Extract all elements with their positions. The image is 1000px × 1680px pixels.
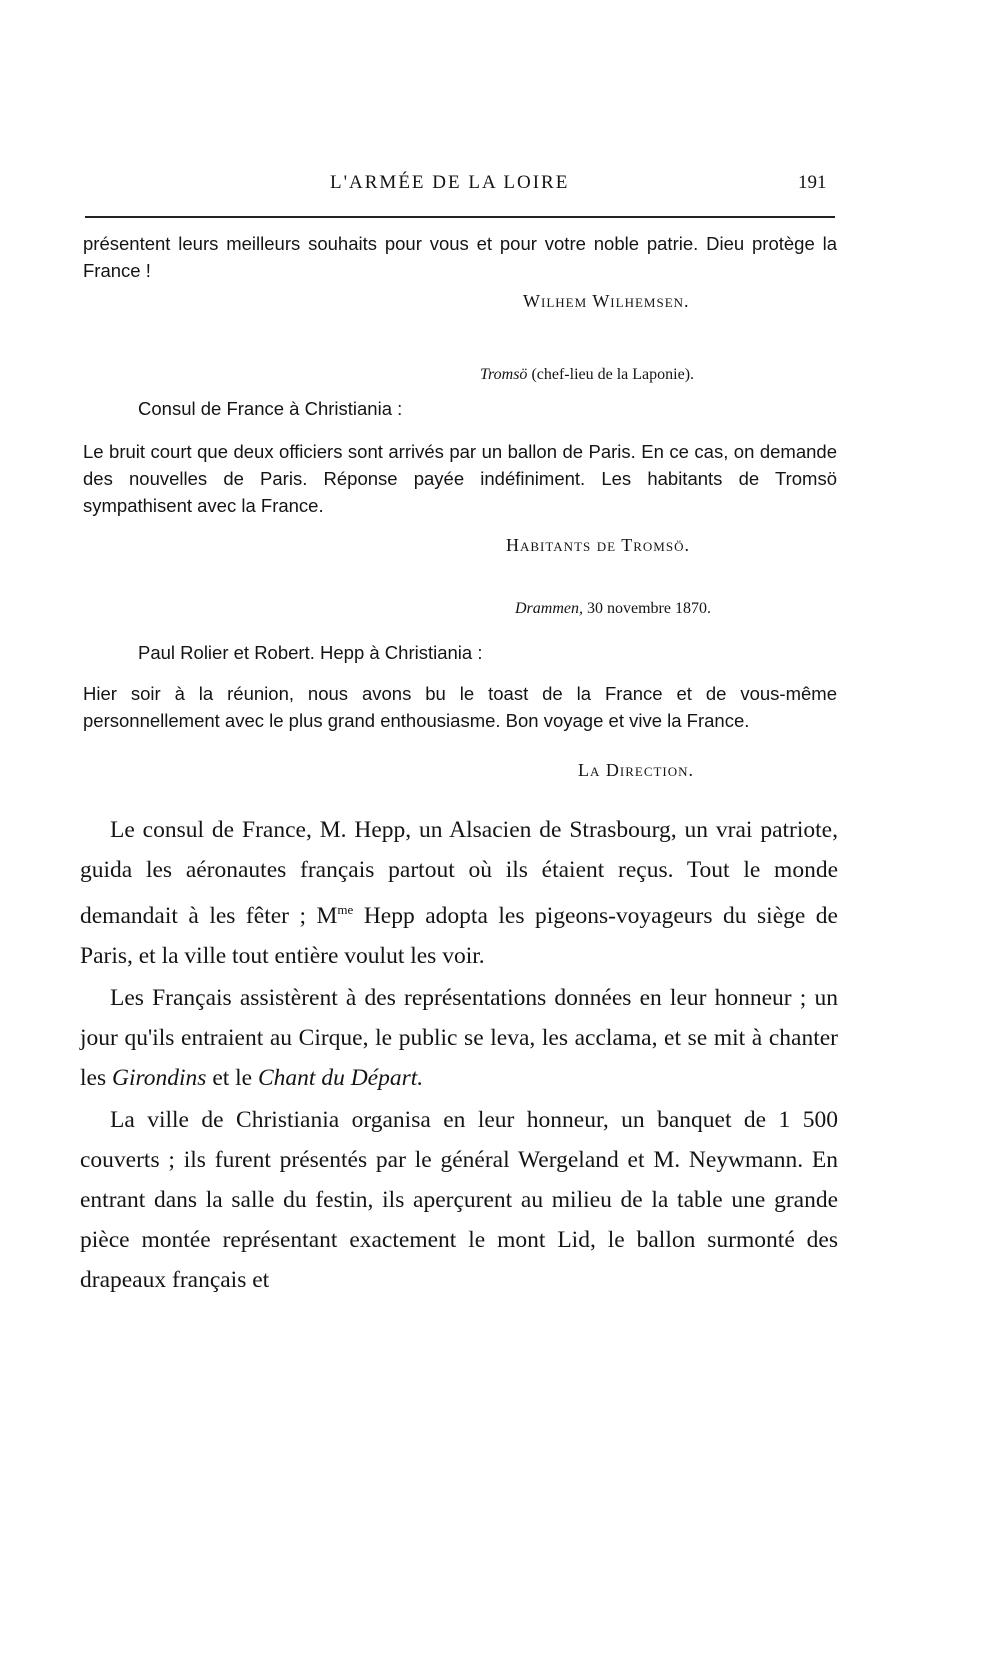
telegram-3-date: 30 novembre 1870. [587,600,711,617]
running-header-title: L'ARMÉE DE LA LOIRE [330,172,570,193]
telegram-3-signature: La Direction. [578,760,695,780]
title-chant-du-depart: Chant du Départ. [257,1064,424,1091]
telegram-3-addressee: Paul Rolier et Robert. Hepp à Christiania : [138,642,483,663]
page-number: 191 [798,172,827,193]
telegram-2-addressee: Consul de France à Christiania : [138,398,403,419]
title-girondins: Girondins [111,1064,207,1091]
paragraph-consul [80,810,838,976]
paragraph-representations-text-b: et le [206,1064,258,1091]
telegram-2-place-note: (chef-lieu de la Laponie). [531,366,695,383]
telegram-2-text: Le bruit court que deux officiers sont arrivés par un ballon de Paris. En ce cas, on demande des nouvelles de Paris. Réponse payée indéfiniment. Les habitants de Tromsö sympathisent avec la France. [83,441,837,516]
main-text [80,810,838,1300]
telegram-2-place: Tromsö [480,366,528,383]
telegram-2-signature: Habitants de Tromsö. [506,535,690,555]
telegram-3-place: Drammen, [515,600,583,617]
telegram-1-text: présentent leurs meilleurs souhaits pour vous et pour votre noble patrie. Dieu protège la France ! [83,233,837,281]
paragraph-banquet: La ville de Christiania organisa en leur honneur, un banquet de 1 500 couverts ; ils furent présentés par le général Wergeland et M. Neywmann. En entrant dans la salle du festin, ils aperçurent au milieu de la table une grande pièce montée représentant exactement le mont Lid, le ballon surmonté des drapeaux français et [80,1106,838,1293]
superscript-me: me [337,902,354,917]
paragraph-consul-text-a: Le consul de France, M. Hepp, un Alsacien de Strasbourg, un vrai patriote, guida les aéronautes français partout où ils étaient reçus. Tout le monde demandait à les fêter ; M [80,817,838,929]
paragraph-representations-text-a: Les Français assistèrent à des représentations données en leur honneur ; un jour qu'ils entraient au Cirque, le public se leva, les acclama, et se mit à chanter les [80,984,838,1091]
telegram-2-place-line [480,366,694,384]
telegram-3-place-line [515,600,711,618]
header-rule [85,216,835,218]
paragraph-consul-text-b: Hepp adopta les pigeons-voyageurs du siège de Paris, et la ville tout entière voulut les voir. [80,902,838,969]
paragraph-representations [80,978,838,1098]
telegram-3-text: Hier soir à la réunion, nous avons bu le toast de la France et de vous-même personnellement avec le plus grand enthousiasme. Bon voyage et vive la France. [83,683,837,731]
telegram-1-signature: Wilhem Wilhemsen. [523,291,690,311]
